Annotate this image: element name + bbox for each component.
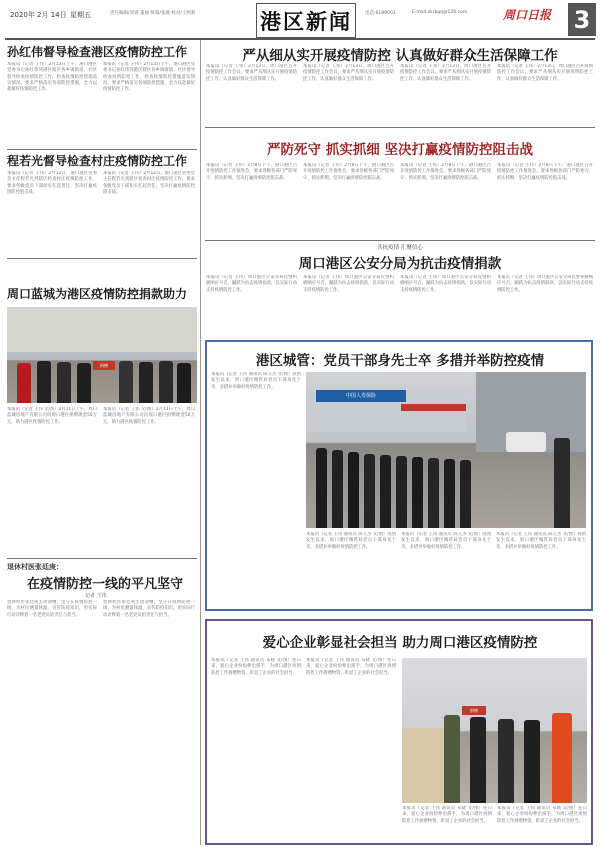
rule-a2: [7, 258, 197, 259]
headline-a3: 周口蓝城为港区疫情防控捐款助力: [7, 287, 188, 301]
body-a8-col1: 本报讯（记者 王伟 通讯员 陈立杰 文/图）疫情发生以来，周口港区城管局党员干部身先士卒，多措并举做好疫情防控工作。: [211, 372, 301, 390]
body-a5-col2: 本报讯（记者 王伟）2月13日，周口港区召开疫情防控工作会议，要求严从细从实开展疫情防控工作，认真做好群众生活保障工作。: [303, 64, 394, 82]
rule-a5: [205, 127, 595, 128]
photo-enterprise-donation: [402, 658, 587, 803]
body-a4-col1: 退休村医张廷庚主动请缨，坚守在疫情防控一线，为村民测量体温、宣传防疫知识，用实际行动诠释着一名老党员的责任与担当。: [7, 600, 97, 618]
body-a8-col2: 本报讯（记者 王伟 通讯员 陈立杰 文/图）疫情发生以来，周口港区城管局党员干部身先士卒，多措并举做好疫情防控工作。: [306, 532, 396, 550]
person: [159, 361, 173, 403]
body-a6-col1: 本报讯（记者 王伟）2月8日下午，港口港区召开疫情防控工作推进会，要求各级各部门严防死守、抓实抓细，坚决打赢疫情防控阻击战。: [206, 163, 297, 181]
person: [77, 363, 91, 403]
body-a3-col1: 本报讯（记者 王伟 文/图）2月11日上午，周口蓝城房地产有限公司向周口港区捐赠现金50万元，助力港区疫情防控工作。: [7, 407, 97, 425]
person: [139, 362, 153, 403]
body-a6-col3: 本报讯（记者 王伟）2月8日下午，港口港区召开疫情防控工作推进会，要求各级各部门严防死守、抓实抓细，坚决打赢疫情防控阻击战。: [400, 163, 491, 181]
headline-a7: 周口港区公安分局为抗击疫情捐款: [298, 256, 502, 272]
body-a7-col3: 本报讯（记者 王伟）周口港区公安分局民警积极响应号召，踊跃为抗击疫情捐款，以实际行动支持疫情防控工作。: [400, 275, 491, 293]
person: [428, 458, 439, 528]
body-a3-col2: 本报讯（记者 王伟 文/图）2月11日上午，周口蓝城房地产有限公司向周口港区捐赠现金50万元，助力港区疫情防控工作。: [103, 407, 195, 425]
person: [498, 719, 514, 803]
person: [119, 361, 133, 403]
body-a1-col2: 本报讯（记者 王伟）2月13日上午，港口港区党委书记孙红伟到港区辖区各乡镇街道、社区督导检查疫情防控工作，检查疫情防控措施落实情况，要求严格落实各项防控措施，全力以赴做好疫情防控工作。: [103, 62, 195, 93]
banner: [401, 404, 466, 411]
kicker-a7: 共抗疫情 汇聚信心: [377, 245, 423, 251]
person: [552, 713, 572, 803]
donation-sign: [462, 706, 486, 715]
body-a5-col4: 本报讯（记者 王伟）2月13日，周口港区召开疫情防控工作会议，要求严从细从实开展疫情防控工作，认真做好群众生活保障工作。: [497, 64, 593, 82]
issue-date: 2020年 2月 14日: [10, 11, 67, 19]
photo-urban-management: [306, 372, 586, 528]
person: [460, 460, 471, 528]
rule-a1: [7, 149, 197, 150]
person: [332, 450, 343, 528]
person: [554, 438, 570, 528]
page-number: 3: [573, 5, 591, 34]
email-line: E-mail:zkrbgq@126.com: [412, 10, 468, 15]
person: [470, 717, 486, 803]
person: [444, 459, 455, 528]
kicker-a4: 退休村医张廷庚：: [7, 563, 63, 571]
header-rule: [5, 38, 595, 40]
body-a2-col2: 本报讯（记者 王伟）2月12日，港口港区管委会主任程若光到辖区检查村庄疫情防控工作，要求各级党员干部切实扛起责任，坚决打赢疫情防控阻击战。: [103, 171, 195, 195]
boxes: [402, 728, 447, 803]
body-a8-col3: 本报讯（记者 王伟 通讯员 陈立杰 文/图）疫情发生以来，周口港区城管局党员干部身先士卒，多措并举做好疫情防控工作。: [401, 532, 491, 550]
body-a9-col2: 本报讯（记者 王伟 通讯员 布晓 文/图）连日来，爱心企业纷纷伸出援手，为周口港区疫情防控工作捐赠物资，彰显了企业的社会担当。: [306, 658, 396, 676]
person: [348, 452, 359, 528]
person: [524, 720, 540, 803]
photo-blue-city-donation: [7, 307, 197, 403]
body-a8-col4: 本报讯（记者 王伟 通讯员 陈立杰 文/图）疫情发生以来，周口港区城管局党员干部身先士卒，多措并举做好疫情防控工作。: [496, 532, 586, 550]
body-a5-col3: 本报讯（记者 王伟）2月13日，周口港区召开疫情防控工作会议，要求严从细从实开展疫情防控工作，认真做好群众生活保障工作。: [400, 64, 491, 82]
body-a7-col4: 本报讯（记者 王伟）周口港区公安分局民警积极响应号召，踊跃为抗击疫情捐款，以实际行动支持疫情防控工作。: [497, 275, 593, 293]
building-backdrop: [7, 307, 197, 352]
body-a7-col2: 本报讯（记者 王伟）周口港区公安分局民警积极响应号召，踊跃为抗击疫情捐款，以实际行动支持疫情防控工作。: [303, 275, 394, 293]
person: [17, 363, 31, 403]
body-a1-col1: 本报讯（记者 王伟）2月13日上午，港口港区党委书记孙红伟到港区辖区各乡镇街道、社区督导检查疫情防控工作，检查疫情防控措施落实情况，要求严格落实各项防控措施，全力以赴做好疫情防控工作。: [7, 62, 97, 93]
issue-weekday: 星期五: [70, 11, 91, 19]
body-a6-col2: 本报讯（记者 王伟）2月8日下午，港口港区召开疫情防控工作推进会，要求各级各部门严防死守、抓实抓细，坚决打赢疫情防控阻击战。: [303, 163, 394, 181]
rule-a3: [7, 558, 197, 559]
storefront-sign-text: 中国人寿保险: [345, 393, 376, 399]
headline-a2: 程若光督导检查村庄疫情防控工作: [7, 154, 188, 168]
newspaper-logo: 周口日报: [503, 8, 552, 22]
person: [444, 715, 460, 803]
person: [380, 455, 391, 528]
person: [396, 456, 407, 528]
editors-line: 责任编辑/刘睿 董丽 统筹/张静 校对/王照莉: [110, 11, 196, 16]
column-divider: [200, 40, 201, 845]
headline-a6: 严防死守 抓实抓细 坚决打赢疫情防控阻击战: [267, 142, 533, 158]
masthead: [0, 0, 600, 40]
headline-a4: 在疫情防控一线的平凡坚守: [26, 577, 183, 592]
person: [412, 457, 423, 528]
headline-a9: 爱心企业彰显社会担当 助力周口港区疫情防控: [262, 635, 538, 651]
person: [364, 454, 375, 528]
parked-car: [506, 432, 546, 452]
body-a9-col3: 本报讯（记者 王伟 通讯员 布晓 文/图）连日来，爱心企业纷纷伸出援手，为周口港区疫情防控工作捐赠物资，彰显了企业的社会担当。: [402, 806, 492, 824]
body-a5-col1: 本报讯（记者 王伟）2月13日，周口港区召开疫情防控工作会议，要求严从细从实开展疫情防控工作，认真做好群众生活保障工作。: [206, 64, 297, 82]
body-a9-col4: 本报讯（记者 王伟 通讯员 布晓 文/图）连日来，爱心企业纷纷伸出援手，为周口港区疫情防控工作捐赠物资，彰显了企业的社会担当。: [497, 806, 587, 824]
person: [57, 362, 71, 403]
phone-line: 电话:6199003: [365, 11, 396, 16]
storefront-sign: [316, 390, 406, 402]
headline-a1: 孙红伟督导检查港区疫情防控工作: [7, 45, 188, 59]
body-a9-col1: 本报讯（记者 王伟 通讯员 布晓 文/图）连日来，爱心企业纷纷伸出援手，为周口港区疫情防控工作捐赠物资，彰显了企业的社会担当。: [211, 658, 301, 676]
body-a7-col1: 本报讯（记者 王伟）周口港区公安分局民警积极响应号召，踊跃为抗击疫情捐款，以实际行动支持疫情防控工作。: [206, 275, 297, 293]
rule-a6: [205, 240, 595, 241]
donation-sign-text: 捐赠: [100, 363, 108, 368]
byline-a4: 记者 王伟: [85, 593, 107, 599]
person: [177, 363, 191, 403]
body-a6-col4: 本报讯（记者 王伟）2月8日下午，港口港区召开疫情防控工作推进会，要求各级各部门严防死守、抓实抓细，坚决打赢疫情防控阻击战。: [497, 163, 593, 181]
body-a4-col2: 退休村医张廷庚主动请缨，坚守在疫情防控一线，为村民测量体温、宣传防疫知识，用实际行动诠释着一名老党员的责任与担当。: [103, 600, 195, 618]
section-title: 港区新闻: [260, 8, 352, 34]
person: [37, 361, 51, 403]
section-title-box: [256, 3, 356, 38]
headline-a8: 港区城管：党员干部身先士卒 多措并举防控疫情: [255, 353, 545, 369]
person: [316, 448, 327, 528]
body-a2-col1: 本报讯（记者 王伟）2月12日，港口港区管委会主任程若光到辖区检查村庄疫情防控工作，要求各级党员干部切实扛起责任，坚决打赢疫情防控阻击战。: [7, 171, 97, 195]
donation-sign: [93, 361, 115, 370]
page-number-box: [568, 3, 596, 36]
headline-a5: 严从细从实开展疫情防控 认真做好群众生活保障工作: [242, 48, 558, 64]
donation-sign-text-2: 捐赠: [470, 708, 478, 713]
